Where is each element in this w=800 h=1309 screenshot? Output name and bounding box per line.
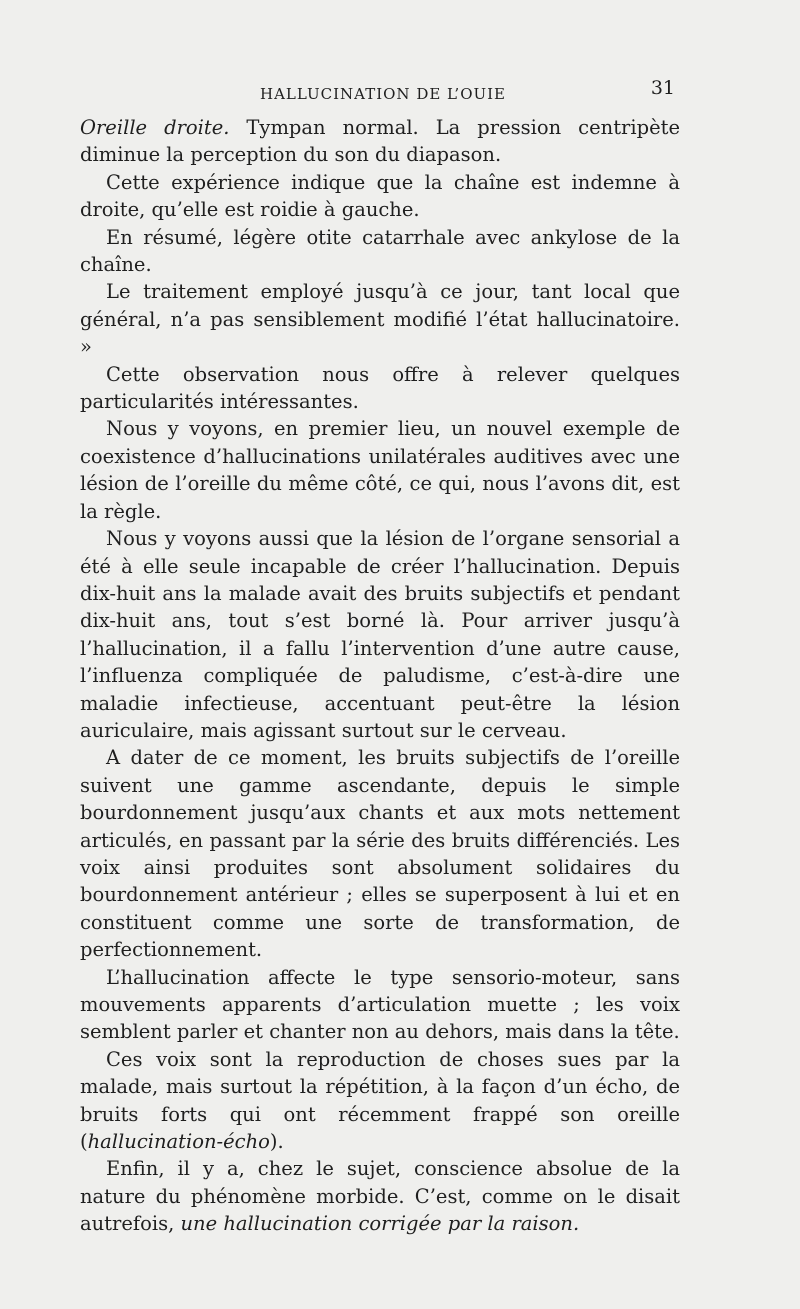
italic-term: hallucination-écho — [87, 1130, 270, 1154]
paragraph-11 — [80, 1155, 680, 1237]
paragraph-text: Ces voix sont la reproduction de choses sues par la malade, mais surtout la répétition, à la façon d’un écho, de bruits forts qui ont récemment frappé son oreille ( — [80, 1047, 680, 1154]
paragraph-2 — [80, 169, 680, 224]
body-text — [80, 114, 680, 1238]
paragraph-1 — [80, 114, 680, 169]
paragraph-text: L’hallucination affecte le type sensorio-moteur, sans mouvements apparents d’articulation muette ; les voix semblent parler et chanter non au dehors, mais dans la tête. — [80, 965, 680, 1044]
running-head: HALLUCINATION DE L’OUIE — [260, 85, 507, 103]
italic-lead: Oreille droite. — [80, 116, 230, 139]
paragraph-10 — [80, 1046, 680, 1156]
paragraph-text: Enfin, il y a, chez le sujet, conscience absolue de la nature du phénomène morbide. C’est, comme on le disait autrefois, — [80, 1157, 680, 1236]
paragraph-8 — [80, 744, 680, 963]
paragraph-text: Cette observation nous offre à relever quelques particularités intéressantes. — [80, 362, 680, 414]
italic-closing-phrase: une hallucination corrigée par la raison. — [180, 1212, 580, 1236]
paragraph-7 — [80, 525, 680, 744]
paragraph-6 — [80, 415, 680, 525]
paragraph-text: Cette expérience indique que la chaîne est indemne à droite, qu’elle est roidie à gauche. — [80, 170, 680, 222]
paragraph-9 — [80, 964, 680, 1046]
paragraph-text: En résumé, légère otite catarrhale avec ankylose de la chaîne. — [80, 225, 680, 277]
paragraph-text-after: ). — [269, 1130, 284, 1154]
paragraph-3 — [80, 224, 680, 279]
paragraph-text: A dater de ce moment, les bruits subjectifs de l’oreille suivent une gamme ascendante, depuis le simple bourdonnement jusqu’aux chants et aux mots nettement articulés, en passant par la série des bruits différenciés. Les voix ainsi produites sont absolument solidaires du bourdonnement antérieur ; elles se superposent à lui et en constituent comme une sorte de transformation, de perfectionnement. — [80, 746, 680, 962]
page-header — [80, 77, 675, 107]
paragraph-4 — [80, 278, 680, 360]
paragraph-text: Le traitement employé jusqu’à ce jour, tant local que général, n’a pas sensiblement modifié l’état hallucinatoire. » — [80, 280, 680, 359]
paragraph-text: Nous y voyons, en premier lieu, un nouvel exemple de coexistence d’hallucinations unilatérales auditives avec une lésion de l’oreille du même côté, ce qui, nous l’avons dit, est la règle. — [80, 417, 680, 523]
page-number: 31 — [650, 77, 675, 99]
paragraph-text: Tympan normal. La pression centripète diminue la perception du son du diapason. — [80, 116, 680, 167]
paragraph-text: Nous y voyons aussi que la lésion de l’organe sensorial a été à elle seule incapable de créer l’hallucination. Depuis dix-huit ans la malade avait des bruits subjectifs et pendant dix-huit ans, tout s’est borné là. Pour arriver jusqu’à l’hallucination, il a fallu l’intervention d’une autre cause, l’influenza compliquée de paludisme, c’est-à-dire une maladie infectieuse, accentuant peut-être la lésion auriculaire, mais agissant surtout sur le cerveau. — [80, 527, 680, 742]
paragraph-5 — [80, 361, 680, 416]
